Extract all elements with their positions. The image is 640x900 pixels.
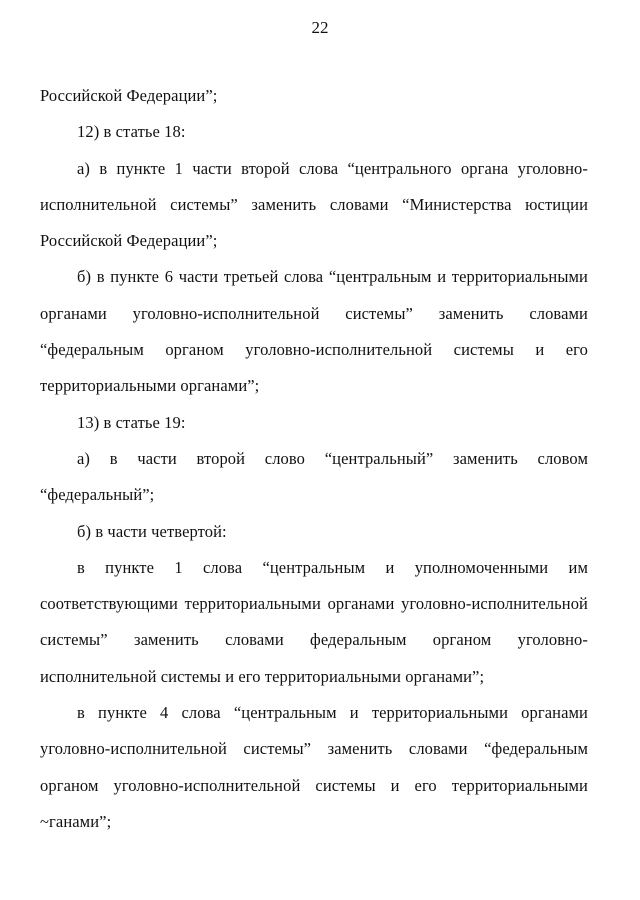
paragraph: а) в части второй слово “центральный” заменить словом “федеральный”;	[40, 448, 588, 505]
paragraph: б) в части четвертой:	[77, 521, 227, 541]
paragraph: 12) в статье 18:	[77, 122, 186, 142]
paragraph: 13) в статье 19:	[77, 412, 186, 432]
document-body	[40, 78, 588, 840]
paragraph: б) в пункте 6 части третьей слова “центральным и территориальными органами уголовно-исполнительной системы” заменить словами “федеральным органом уголовно-исполнительной системы и его территориальными органами”;	[40, 267, 588, 396]
paragraph: в пункте 4 слова “центральным и территориальными органами уголовно-исполнительной системы” заменить словами “федеральным органом уголовно-исполнительной системы и его территориальными ~ганами”;	[40, 703, 588, 831]
page-number: 22	[311, 18, 329, 37]
paragraph: в пункте 1 слова “центральным и уполномоченными им соответствующими территориальными органами уголовно-исполнительной системы” заменить словами федеральным органом уголовно-исполнительной системы и его территориальными органами”;	[40, 557, 588, 686]
paragraph: а) в пункте 1 части второй слова “центрального органа уголовно-исполнительной системы” заменить словами “Министерства юстиции Российской Федерации”;	[40, 158, 588, 251]
paragraph: Российской Федерации”;	[40, 86, 218, 105]
